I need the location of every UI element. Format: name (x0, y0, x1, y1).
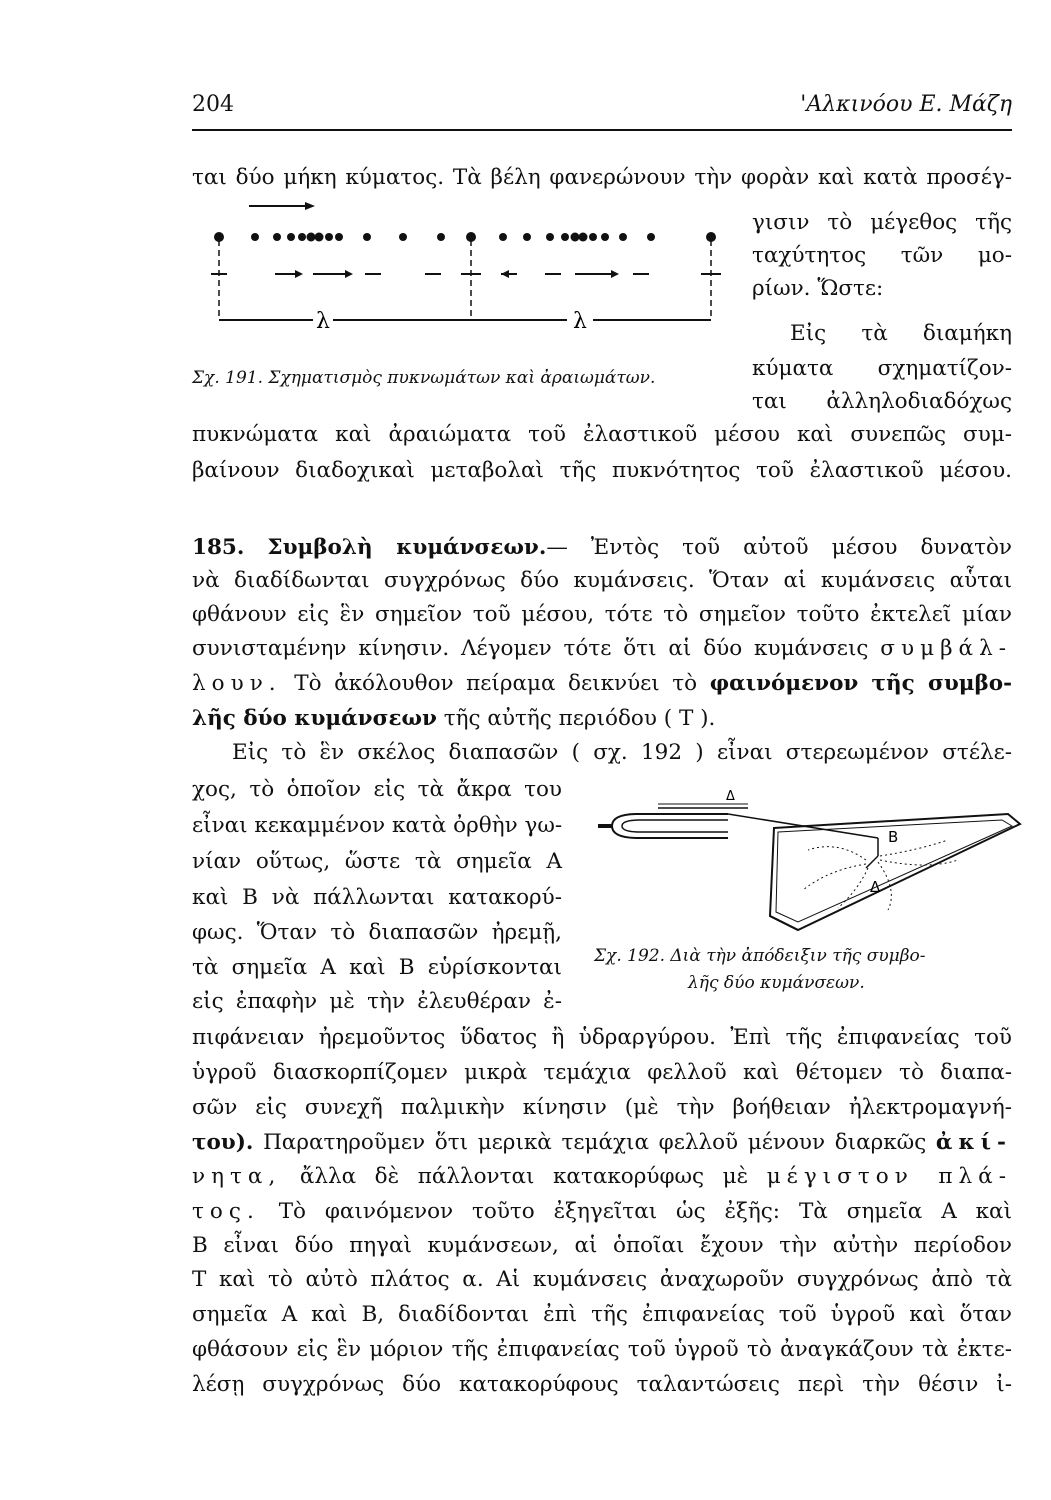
figure-191-caption: Σχ. 191. Σχηματισμὸς πυκνωμάτων καὶ ἀραιωμάτων. (192, 368, 656, 388)
text-fragment: Τὸ φαινόμενον τοῦτο ἐξηγεῖται ὡς ἐξῆς: Τὰ σημεῖα Α καὶ (278, 1199, 1013, 1224)
text-line: βαίνουν διαδοχικαὶ μεταβολαὶ τῆς πυκνότητος τοῦ ἐλαστικοῦ μέσου. (192, 458, 1012, 483)
text-line: τὰ σημεῖα Α καὶ Β εὑρίσκονται (192, 955, 562, 980)
text-line: νίαν οὕτως, ὥστε τὰ σημεῖα Α (192, 849, 562, 874)
page-header (192, 92, 1012, 126)
text-line: νὰ διαδίδωνται συγχρόνως δύο κυμάνσεις. Ὅταν αἱ κυμάνσεις αὗται (192, 568, 1012, 593)
text-line: ὑγροῦ διασκορπίζομεν μικρὰ τεμάχια φελλοῦ καὶ θέτομεν τὸ διαπα- (192, 1060, 1012, 1085)
text-line: ται ἀλληλοδιαδόχως (752, 389, 1012, 414)
text-fragment: Τὸ ἀκόλουθον πείραμα δεικνύει τὸ (294, 671, 698, 696)
text-line: καὶ Β νὰ πάλλωνται κατακορύ- (192, 885, 562, 910)
text-line: ται δύο μήκη κύματος. Τὰ βέλη φανερώνουν τὴν φορὰν καὶ κατὰ προσέγ- (192, 165, 1012, 190)
text-line: πιφάνειαν ἠρεμοῦντος ὕδατος ἢ ὑδραργύρου. Ἐπὶ τῆς ἐπιφανείας τοῦ (192, 1025, 1012, 1050)
text-line: εἶναι κεκαμμένον κατὰ ὀρθὴν γω- (192, 813, 563, 838)
lambda-label: λ (573, 309, 587, 334)
section-heading-line (192, 533, 1012, 563)
figure-192-caption: Σχ. 192. Διὰ τὴν ἀπόδειξιν τῆς συμβο- (594, 946, 926, 966)
spaced-text: τος. (192, 1199, 260, 1224)
text-line: ταχύτητος τῶν μο- (752, 243, 1012, 268)
spaced-text: μέγιστον πλά- (766, 1164, 1012, 1189)
figure-191 (205, 200, 725, 350)
page-number: 204 (192, 92, 234, 117)
text-line (192, 1197, 1012, 1227)
text-line (192, 1162, 1012, 1192)
text-line: σῶν εἰς συνεχῆ παλμικὴν κίνησιν (μὲ τὴν βοήθειαν ἠλεκτρομαγνή- (192, 1095, 1012, 1120)
text-line: φως. Ὅταν τὸ διαπασῶν ἠρεμῇ, (192, 920, 562, 945)
lambda-label: λ (316, 309, 330, 334)
text-line: χος, τὸ ὁποῖον εἰς τὰ ἄκρα του (192, 777, 562, 802)
bold-text: του). (192, 1130, 254, 1155)
text-line (192, 704, 1012, 734)
spaced-text: νητα, (192, 1164, 282, 1189)
text-line: εἰς ἐπαφὴν μὲ τὴν ἐλευθέραν ἐ- (192, 989, 562, 1014)
text-fragment: ἄλλα δὲ πάλλονται κατακορύφως μὲ (299, 1164, 749, 1189)
text-line (192, 634, 1012, 664)
text-fragment: τῆς αὐτῆς περιόδου ( Τ ). (443, 706, 716, 731)
fig-label-a: Δ (870, 878, 881, 896)
text-line (192, 1128, 1012, 1158)
text-line: ρίων. Ὥστε: (752, 276, 884, 301)
text-line: λέσῃ συγχρόνως δύο κατακορύφους ταλαντώσεις περὶ τὴν θέσιν ἰ- (192, 1372, 1012, 1397)
text-line: φθάνουν εἰς ἓν σημεῖον τοῦ μέσου, τότε τὸ σημεῖον τοῦτο ἐκτελεῖ μίαν (192, 602, 1012, 627)
spaced-text: συμβάλ- (880, 636, 1012, 661)
bold-text: λῆς δύο κυμάνσεων (192, 706, 437, 731)
fig-label-b: B (888, 828, 899, 846)
figure-192-caption: λῆς δύο κυμάνσεων. (688, 973, 865, 993)
bold-text: φαινόμενον τῆς συμβο- (709, 671, 1013, 696)
section-number: 185. (192, 535, 245, 560)
text-fragment: Παρατηροῦμεν ὅτι μερικὰ τεμάχια φελλοῦ μένουν διαρκῶς (263, 1130, 927, 1155)
text-line: Β εἶναι δύο πηγαὶ κυμάνσεων, αἱ ὁποῖαι ἔχουν τὴν αὐτὴν περίοδον (192, 1233, 1012, 1258)
text-line: Τ καὶ τὸ αὐτὸ πλάτος α. Αἱ κυμάνσεις ἀναχωροῦν συγχρόνως ἀπὸ τὰ (192, 1267, 1012, 1292)
text-line: Εἰς τὸ ἓν σκέλος διαπασῶν ( σχ. 192 ) εἶναι στερεωμένον στέλε- (232, 740, 1012, 765)
running-head: 'Αλκινόου Ε. Μάζη (800, 92, 1012, 117)
text-line: πυκνώματα καὶ ἀραιώματα τοῦ ἐλαστικοῦ μέσου καὶ συνεπῶς συμ- (192, 422, 1012, 447)
text-fragment: συνισταμένην κίνησιν. Λέγομεν τότε ὅτι αἱ δύο κυμάνσεις (192, 636, 869, 661)
header-rule (192, 129, 1012, 131)
text-line: σημεῖα Α καὶ Β, διαδίδονται ἐπὶ τῆς ἐπιφανείας τοῦ ὑγροῦ καὶ ὅταν (192, 1302, 1012, 1327)
text-line: γισιν τὸ μέγεθος τῆς (752, 210, 1012, 235)
spaced-text: λουν. (192, 671, 282, 696)
text-line (192, 669, 1012, 699)
figure-192 (598, 780, 1028, 930)
text-line: φθάσουν εἰς ἓν μόριον τῆς ἐπιφανείας τοῦ ὑγροῦ τὸ ἀναγκάζουν τὰ ἐκτε- (192, 1337, 1012, 1362)
text-fragment: — Ἐντὸς τοῦ αὐτοῦ μέσου δυνατὸν (546, 535, 1013, 560)
section-title: Συμβολὴ κυμάνσεων. (267, 535, 547, 560)
fig-label-top: Δ (726, 789, 735, 804)
spaced-bold-text: ἀκί- (935, 1130, 1012, 1155)
text-line: Εἰς τὰ διαμήκη (790, 321, 1012, 346)
text-line: κύματα σχηματίζον- (752, 356, 1012, 381)
